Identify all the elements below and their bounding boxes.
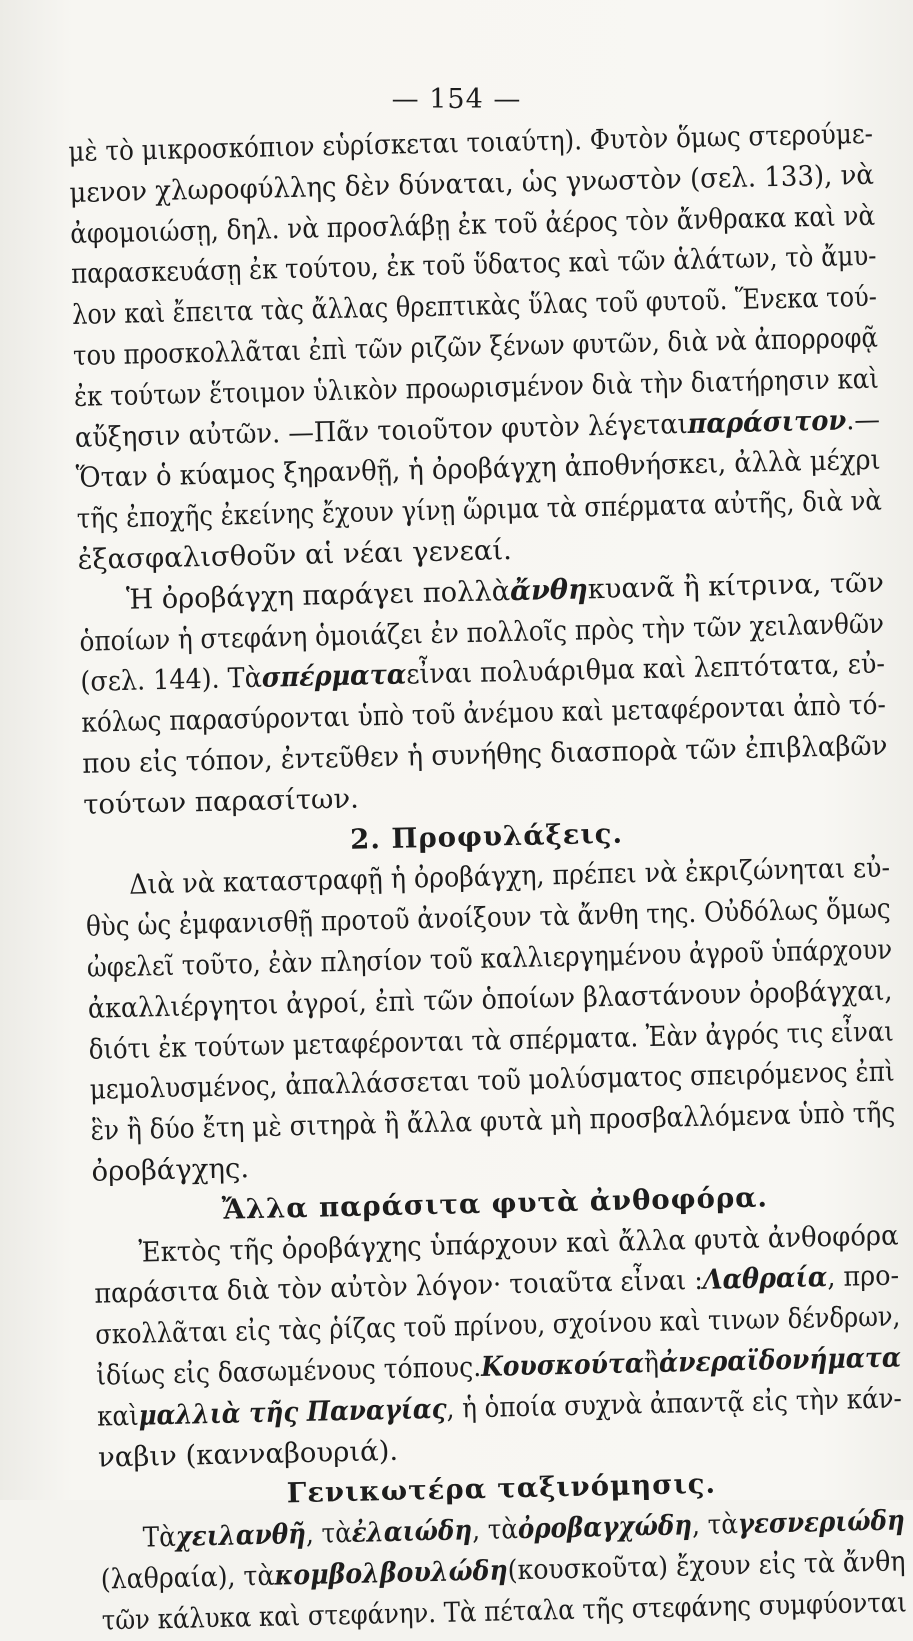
term-flowers: ἄνθη bbox=[509, 573, 589, 607]
text-line: διότι ἐκ τούτων μεταφέρονται τὰ σπέρματα. Ἐὰν ἀγρός τις εἶναι bbox=[88, 1015, 895, 1066]
text-line: ὁποίων ἡ στεφάνη ὁμοιάζει ἐν πολλοῖς πρὸς τὴν τῶν χειλανθῶν bbox=[79, 607, 885, 658]
body-text bbox=[68, 114, 907, 1641]
text-line: του προσκολλᾶται ἐπὶ τῶν ριζῶν ξένων φυτῶν, διὰ νὰ ἀπορροφᾷ bbox=[72, 321, 879, 372]
term-lathraea: Λαθραία bbox=[702, 1261, 828, 1297]
text-line: λον καὶ ἔπειτα τὰς ἄλλας θρεπτικὰς ὕλας τοῦ φυτοῦ. Ἕνεκα τού- bbox=[71, 280, 878, 332]
text-line: Διὰ νὰ καταστραφῇ ἡ ὀροβάγχη, πρέπει νὰ ἐκριζώνηται εὐ- bbox=[128, 851, 891, 902]
text-line: ὀροβάγχης. bbox=[91, 1152, 250, 1188]
text-line: παρασκευάσῃ ἐκ τούτου, ἐκ τοῦ ὕδατος καὶ τῶν ἁλάτων, τὸ ἄμυ- bbox=[70, 240, 877, 291]
line-text: ἰδίως εἰς δασωμένους τόπους. bbox=[95, 1350, 482, 1392]
text-line: τούτων παρασίτων. bbox=[82, 782, 360, 821]
text-line: σκολλᾶται εἰς τὰς ῥίζας τοῦ πρίνου, σχοίνου καὶ τινων δένδρων, bbox=[94, 1300, 901, 1351]
line-text: Τὰ bbox=[142, 1521, 177, 1554]
text-line: κόλως παρασύρονται ὑπὸ τοῦ ἀνέμου καὶ μεταφέρονται ἀπὸ τό- bbox=[81, 688, 887, 739]
term-parasite: παράσιτον bbox=[687, 404, 847, 440]
line-text: εἶναι πολυάριθμα καὶ λεπτότατα, εὐ- bbox=[405, 647, 886, 691]
line-text: παράσιτα διὰ τὸν αὐτὸν λόγον· τοιαῦτα εἶναι : bbox=[94, 1264, 704, 1311]
term-mallia: μαλλιὰ τῆς Παναγίας bbox=[138, 1392, 447, 1432]
section-heading-classification: Γενικωτέρα ταξινόμησις. bbox=[286, 1467, 717, 1510]
line-text: , τὰ bbox=[691, 1508, 739, 1542]
term-aneraidonimata: ἀνεραϊδονήματα bbox=[658, 1341, 902, 1379]
term-orobanchode: ὀροβαγχώδη bbox=[517, 1509, 693, 1546]
text-line: ἀφομοιώσῃ, δηλ. νὰ προσλάβῃ ἐκ τοῦ ἀέρος τὸν ἄνθρακα καὶ νὰ bbox=[69, 199, 876, 250]
line-text: ἢ bbox=[643, 1346, 660, 1380]
section-heading-precautions: 2. Προφυλάξεις. bbox=[349, 817, 624, 856]
page-number: — 154 — bbox=[391, 84, 522, 115]
line-text: καὶ bbox=[96, 1399, 139, 1433]
text-line: ἐκ τούτων ἕτοιμον ὑλικὸν προωρισμένον διὰ τὴν διατήρησιν καὶ bbox=[73, 362, 880, 413]
term-elaiode: ἐλαιώδη bbox=[351, 1514, 473, 1550]
text-line: ἐξασφαλισθοῦν αἱ νέαι γενεαί. bbox=[77, 534, 513, 576]
line-text: , τὰ bbox=[305, 1517, 353, 1551]
line-text: κυανᾶ ἢ κίτρινα, τῶν bbox=[587, 566, 885, 606]
line-text: , τὰ bbox=[471, 1513, 519, 1547]
line-text: (σελ. 144). Τὰ bbox=[80, 662, 263, 699]
text-line: ὠφελεῖ τοῦτο, ἐὰν πλησίον τοῦ καλλιεργημένου ἀγροῦ ὑπάρχουν bbox=[86, 933, 893, 984]
term-seeds: σπέρματα bbox=[261, 658, 407, 695]
line-text: (κουσκοῦτα) ἔχουν εἰς τὰ ἄνθη bbox=[507, 1545, 906, 1587]
text-line: που εἰς τόπον, ἐντεῦθεν ἡ συνήθης διασπορὰ τῶν ἐπιβλαβῶν bbox=[81, 729, 888, 780]
line-text: Ἡ ὀροβάγχη παράγει πολλὰ bbox=[125, 574, 511, 616]
term-gesneriode: γεσνεριώδη bbox=[737, 1504, 906, 1541]
line-text: .— bbox=[845, 403, 881, 436]
text-line: Ἐκτὸς τῆς ὀροβάγχης ὑπάρχουν καὶ ἄλλα φυτὰ ἀνθοφόρα bbox=[138, 1218, 899, 1269]
text-line: τῶν κάλυκα καὶ στεφάνην. Τὰ πέταλα τῆς στεφάνης συμφύονται bbox=[101, 1586, 908, 1637]
section-heading-other-parasites: Ἄλλα παράσιτα φυτὰ ἀνθοφόρα. bbox=[221, 1181, 769, 1226]
text-line: Ὅταν ὁ κύαμος ξηρανθῇ, ἡ ὀροβάγχη ἀποθνήσκει, ἀλλὰ μέχρι bbox=[75, 444, 881, 495]
text-line: ἓν ἢ δύο ἔτη μὲ σιτηρὰ ἢ ἄλλα φυτὰ μὴ προσβαλλόμενα ὑπὸ τῆς bbox=[90, 1096, 896, 1147]
text-line: μὲ τὸ μικροσκόπιον εὑρίσκεται τοιαύτη). Φυτὸν ὅμως στερούμε- bbox=[68, 117, 874, 168]
line-text: αὔξησιν αὐτῶν. —Πᾶν τοιοῦτον φυτὸν λέγεται bbox=[74, 407, 688, 454]
line-text: , προ- bbox=[826, 1259, 900, 1294]
text-line: ἀκαλλιέργητοι ἀγροί, ἐπὶ τῶν ὁποίων βλαστάνουν ὀροβάγχαι, bbox=[87, 974, 893, 1025]
text-line: τῆς ἐποχῆς ἐκείνης ἔχουν γίνῃ ὥριμα τὰ σπέρματα αὐτῆς, διὰ νὰ bbox=[76, 484, 883, 536]
text-line: ναβιν (κανναβουριά). bbox=[97, 1434, 399, 1474]
line-text: (λαθραία), τὰ bbox=[100, 1559, 275, 1596]
text-line: μενον χλωροφύλλης δὲν δύναται, ὡς γνωστὸν (σελ. 133), νὰ bbox=[69, 158, 875, 209]
term-convolvulode: κομβολβουλώδη bbox=[274, 1554, 509, 1592]
text-line: μεμολυσμένος, ἀπαλλάσσεται τοῦ μολύσματος σπειρόμενος ἐπὶ bbox=[89, 1055, 896, 1107]
text-line: θὺς ὡς ἐμφανισθῇ προτοῦ ἀνοίξουν τὰ ἄνθη της. Οὐδόλως ὅμως bbox=[85, 892, 891, 943]
term-cheilanthe: χειλανθῆ bbox=[175, 1518, 307, 1554]
term-cuscuta: Κουσκούτα bbox=[480, 1347, 645, 1383]
line-text: , ἡ ὁποία συχνὰ ἀπαντᾷ εἰς τὴν κάν- bbox=[446, 1382, 903, 1425]
